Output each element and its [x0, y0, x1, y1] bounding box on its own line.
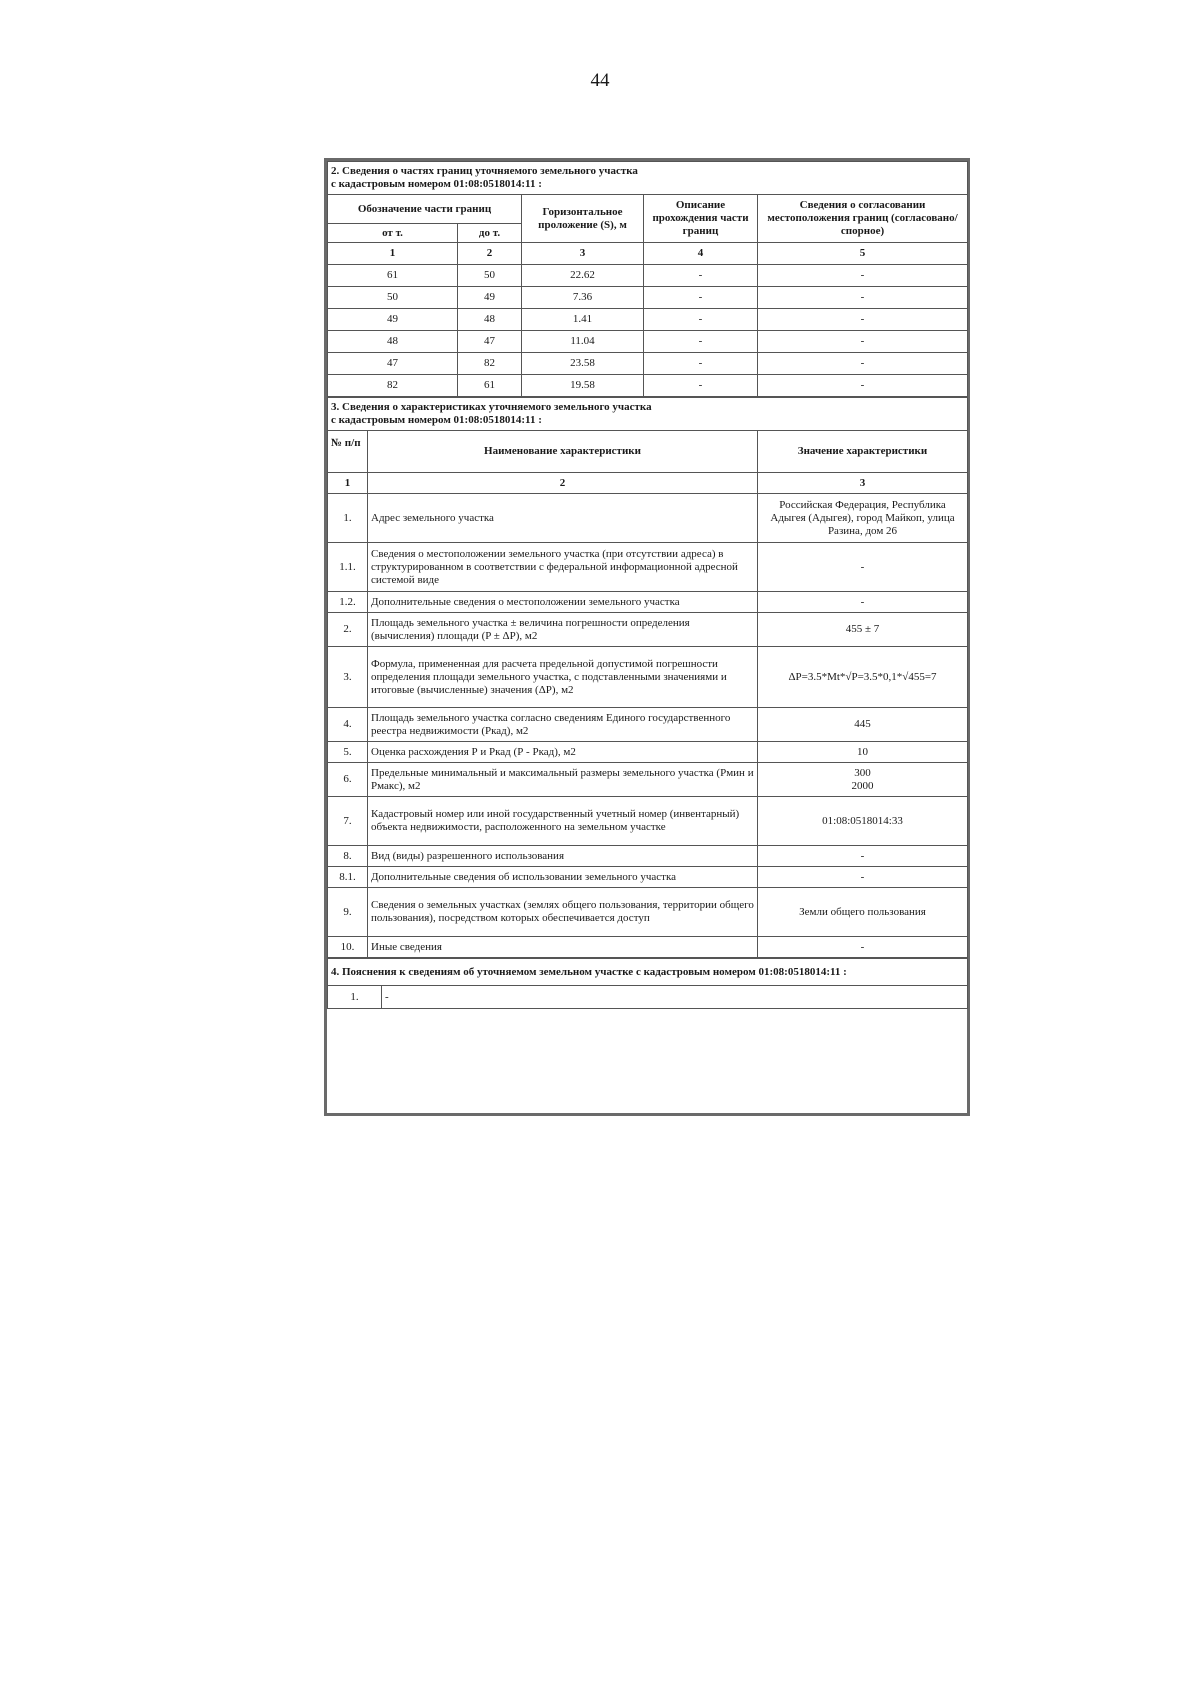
notes-table	[327, 958, 968, 1113]
col-number: 2	[458, 243, 522, 265]
cell-length: 7.36	[522, 287, 644, 309]
characteristic-row	[328, 592, 968, 613]
section2-title-line1: 2. Сведения о частях границ уточняемого земельного участка	[331, 165, 638, 177]
cell-length: 23.58	[522, 353, 644, 375]
boundary-row	[328, 331, 968, 353]
col-number: 2	[368, 473, 758, 494]
header-num: № п/п	[328, 431, 368, 473]
page-number: 44	[590, 70, 610, 91]
cell-to: 48	[458, 309, 522, 331]
cell-name: Предельные минимальный и максимальный размеры земельного участка (Рмин и Рмакс), м2	[368, 763, 758, 797]
cell-from: 49	[328, 309, 458, 331]
cell-value: 445	[758, 708, 968, 742]
cell-to: 82	[458, 353, 522, 375]
characteristic-row	[328, 846, 968, 867]
cell-value	[758, 763, 968, 797]
header-value: Значение характеристики	[758, 431, 968, 473]
characteristic-row	[328, 708, 968, 742]
col-number: 1	[328, 243, 458, 265]
cell-to: 49	[458, 287, 522, 309]
header-designation: Обозначение части границ	[328, 195, 522, 224]
cell-value: -	[758, 937, 968, 958]
characteristics-table	[327, 397, 968, 958]
characteristic-row	[328, 543, 968, 592]
cell-value: -	[758, 592, 968, 613]
section3-title-line2: с кадастровым номером 01:08:0518014:11 :	[331, 414, 542, 426]
header-from: от т.	[328, 224, 458, 243]
cell-agreement: -	[758, 309, 968, 331]
col-number: 3	[758, 473, 968, 494]
cell-num: 7.	[328, 797, 368, 846]
cell-num: 6.	[328, 763, 368, 797]
cell-num: 2.	[328, 613, 368, 647]
characteristic-row	[328, 888, 968, 937]
cell-from: 50	[328, 287, 458, 309]
section2-title-line2: с кадастровым номером 01:08:0518014:11 :	[331, 178, 542, 190]
col-number: 3	[522, 243, 644, 265]
cell-name: Сведения о местоположении земельного участка (при отсутствии адреса) в структурированном в соответствии с федеральной информационной адресной системой виде	[368, 543, 758, 592]
cell-value: -	[758, 543, 968, 592]
section4-title: 4. Пояснения к сведениям об уточняемом земельном участке с кадастровым номером 01:08:0518014:11 :	[328, 959, 968, 986]
cell-value: 455 ± 7	[758, 613, 968, 647]
boundary-parts-table	[327, 161, 968, 397]
cadastral-form	[324, 158, 970, 1116]
max-size-value: 2000	[851, 779, 874, 792]
cell-note: -	[382, 986, 968, 1009]
col-number: 1	[328, 473, 368, 494]
boundary-row	[328, 375, 968, 397]
cell-name: Формула, примененная для расчета предельной допустимой погрешности определения площади земельного участка, с подставленными значениями и итоговые (вычисленные) значения (ΔP), м2	[368, 647, 758, 708]
cell-num: 5.	[328, 742, 368, 763]
header-agreement: Сведения о согласовании местоположения границ (согласовано/спорное)	[758, 195, 968, 243]
cell-from: 61	[328, 265, 458, 287]
cell-value: Российская Федерация, Республика Адыгея (Адыгея), город Майкоп, улица Разина, дом 26	[758, 494, 968, 543]
cell-description: -	[644, 265, 758, 287]
cell-length: 22.62	[522, 265, 644, 287]
cell-name: Площадь земельного участка ± величина погрешности определения (вычисления) площади (P ± ΔP), м2	[368, 613, 758, 647]
cell-num: 1.1.	[328, 543, 368, 592]
cell-name: Кадастровый номер или иной государственный учетный номер (инвентарный) объекта недвижимости, расположенного на земельном участке	[368, 797, 758, 846]
cell-agreement: -	[758, 265, 968, 287]
cell-num: 1.	[328, 494, 368, 543]
cell-num: 4.	[328, 708, 368, 742]
cell-to: 47	[458, 331, 522, 353]
cell-description: -	[644, 375, 758, 397]
header-name: Наименование характеристики	[368, 431, 758, 473]
cell-name: Оценка расхождения Р и Ркад (Р - Ркад), м2	[368, 742, 758, 763]
cell-num: 3.	[328, 647, 368, 708]
cell-from: 47	[328, 353, 458, 375]
cell-length: 1.41	[522, 309, 644, 331]
cell-num: 1.	[328, 986, 382, 1009]
cell-description: -	[644, 309, 758, 331]
cell-description: -	[644, 287, 758, 309]
cell-from: 48	[328, 331, 458, 353]
cell-value: ΔP=3.5*Mt*√P=3.5*0,1*√455=7	[758, 647, 968, 708]
header-to: до т.	[458, 224, 522, 243]
cell-num: 10.	[328, 937, 368, 958]
cell-name: Дополнительные сведения об использовании земельного участка	[368, 867, 758, 888]
characteristic-row	[328, 937, 968, 958]
characteristic-row	[328, 647, 968, 708]
section3-title-line1: 3. Сведения о характеристиках уточняемого земельного участка	[331, 401, 652, 413]
cell-value: 01:08:0518014:33	[758, 797, 968, 846]
header-horizontal: Горизонтальное проложение (S), м	[522, 195, 644, 243]
characteristic-row	[328, 867, 968, 888]
cell-agreement: -	[758, 353, 968, 375]
characteristic-row	[328, 494, 968, 543]
section2-title	[328, 162, 968, 195]
cell-agreement: -	[758, 375, 968, 397]
cell-description: -	[644, 353, 758, 375]
cell-value: 10	[758, 742, 968, 763]
cell-num: 9.	[328, 888, 368, 937]
cell-agreement: -	[758, 331, 968, 353]
cell-length: 11.04	[522, 331, 644, 353]
characteristic-row	[328, 613, 968, 647]
cell-name: Дополнительные сведения о местоположении земельного участка	[368, 592, 758, 613]
col-number: 4	[644, 243, 758, 265]
section3-title	[328, 398, 968, 431]
boundary-row	[328, 265, 968, 287]
boundary-row	[328, 287, 968, 309]
cell-value: -	[758, 846, 968, 867]
cell-name: Иные сведения	[368, 937, 758, 958]
boundary-row	[328, 353, 968, 375]
cell-name: Вид (виды) разрешенного использования	[368, 846, 758, 867]
note-row	[328, 986, 968, 1009]
cell-num: 8.1.	[328, 867, 368, 888]
cell-length: 19.58	[522, 375, 644, 397]
cell-value: Земли общего пользования	[758, 888, 968, 937]
col-number: 5	[758, 243, 968, 265]
characteristic-row	[328, 763, 968, 797]
min-size-value: 300	[854, 766, 871, 779]
cell-value: -	[758, 867, 968, 888]
cell-num: 1.2.	[328, 592, 368, 613]
cell-description: -	[644, 331, 758, 353]
characteristic-row	[328, 797, 968, 846]
cell-to: 61	[458, 375, 522, 397]
cell-agreement: -	[758, 287, 968, 309]
cell-from: 82	[328, 375, 458, 397]
cell-name: Площадь земельного участка согласно сведениям Единого государственного реестра недвижимости (Ркад), м2	[368, 708, 758, 742]
notes-blank-area	[328, 1009, 968, 1114]
cell-to: 50	[458, 265, 522, 287]
boundary-row	[328, 309, 968, 331]
cell-name: Сведения о земельных участках (землях общего пользования, территории общего пользования), посредством которых обеспечивается доступ	[368, 888, 758, 937]
characteristic-row	[328, 742, 968, 763]
cell-name: Адрес земельного участка	[368, 494, 758, 543]
header-description: Описание прохождения части границ	[644, 195, 758, 243]
cell-num: 8.	[328, 846, 368, 867]
